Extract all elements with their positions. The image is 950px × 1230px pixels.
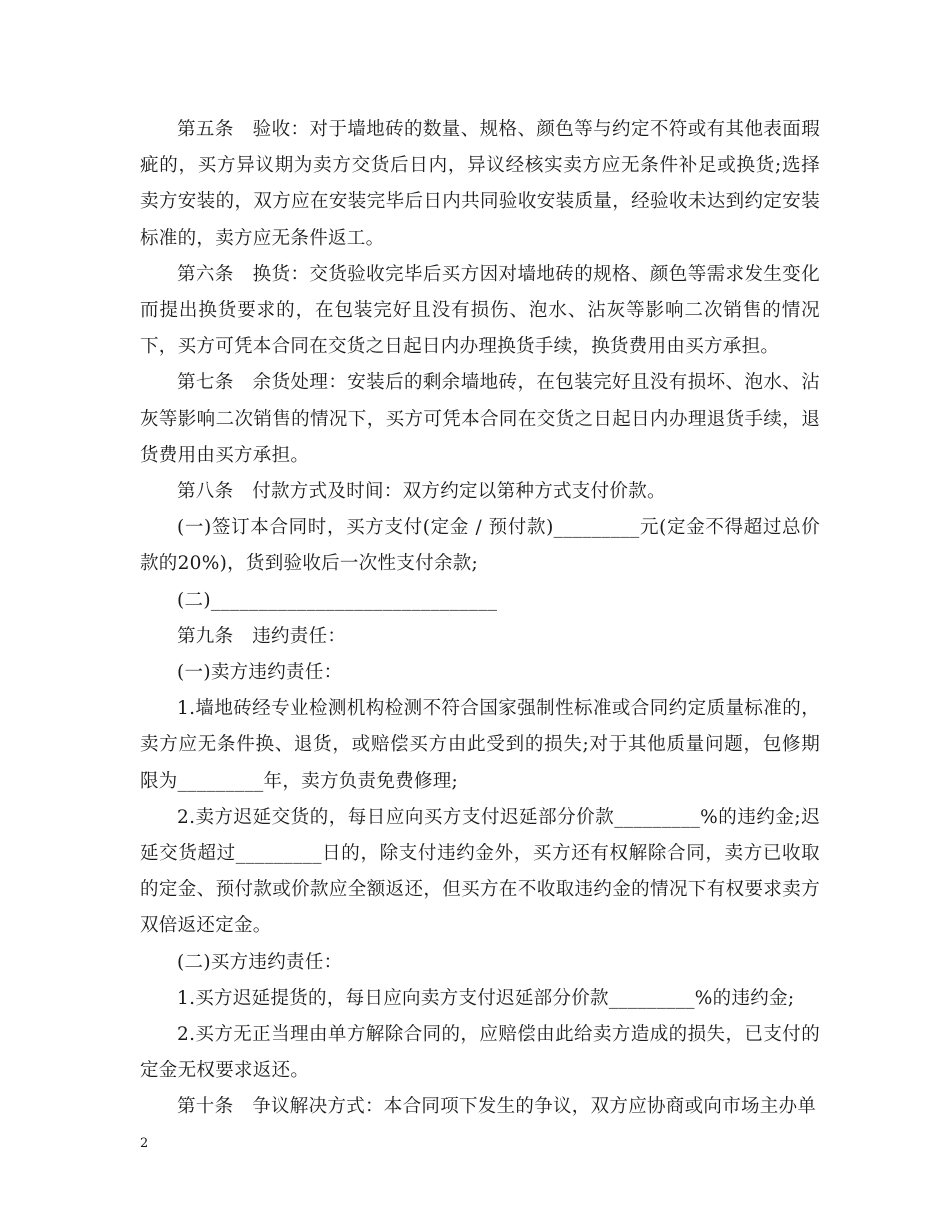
article-7-surplus: 第七条 余货处理：安装后的剩余墙地砖，在包装完好且没有损坏、泡水、沾灰等影响二次销售的情况下，买方可凭本合同在交货之日起日内办理退货手续，退货费用由买方承担。	[140, 372, 820, 466]
seller-liability-item-2: 2.卖方迟延交货的，每日应向买方支付迟延部分价款_________%的违约金;迟延交货超过_________日的，除支付违约金外，买方还有权解除合同，卖方已收取的定金、预付款或价款应全额返还，但买方在不收取违约金的情况下有权要求卖方双倍返还定金。	[140, 806, 820, 937]
payment-option-1: (一)签订本合同时，买方支付(定金 / 预付款)_________元(定金不得超过总价款的20%)，货到验收后一次性支付余款;	[140, 517, 820, 575]
article-10-dispute: 第十条 争议解决方式：本合同项下发生的争议，双方应协商或向市场主办单	[177, 1096, 817, 1118]
buyer-liability-item-1: 1.买方迟延提货的，每日应向卖方支付迟延部分价款_________%的违约金;	[177, 987, 795, 1009]
page-number: 2	[140, 1136, 149, 1151]
buyer-liability-heading: (二)买方违约责任：	[177, 951, 343, 973]
article-6-exchange: 第六条 换货：交货验收完毕后买方因对墙地砖的规格、颜色等需求发生变化而提出换货要求的，在包装完好且没有损伤、泡水、沾灰等影响二次销售的情况下，买方可凭本合同在交货之日起日内办理换货手续，换货费用由买方承担。	[140, 263, 820, 358]
article-9-liability: 第九条 违约责任：	[177, 625, 347, 647]
seller-liability-item-1: 1.墙地砖经专业检测机构检测不符合国家强制性标准或合同约定质量标准的，卖方应无条件换、退货，或赔偿买方由此受到的损失;对于其他质量问题，包修期限为_________年，卖方负责免费修理;	[140, 698, 820, 792]
seller-liability-heading: (一)卖方违约责任：	[177, 662, 343, 684]
document-body	[140, 112, 820, 1126]
article-5-acceptance: 第五条 验收：对于墙地砖的数量、规格、颜色等与约定不符或有其他表面瑕疵的，买方异议期为卖方交货后日内，异议经核实卖方应无条件补足或换货;选择卖方安装的，双方应在安装完毕后日内共同验收安装质量，经验收未达到约定安装标准的，卖方应无条件返工。	[140, 119, 820, 249]
payment-option-2: (二)______________________________	[177, 589, 498, 611]
buyer-liability-item-2: 2.买方无正当理由单方解除合同的，应赔偿由此给卖方造成的损失，已支付的定金无权要求返还。	[140, 1024, 820, 1082]
article-8-payment: 第八条 付款方式及时间：双方约定以第种方式支付价款。	[177, 481, 666, 503]
